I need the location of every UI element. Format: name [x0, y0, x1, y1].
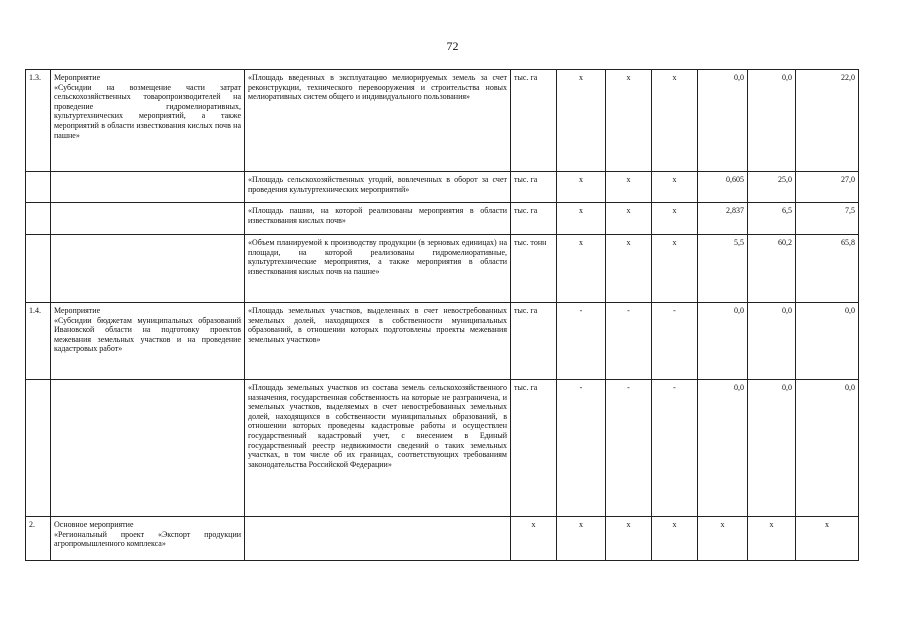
- value-cell: х: [606, 235, 652, 303]
- row-number: 1.3.: [26, 70, 51, 172]
- value-cell: 7,5: [796, 203, 859, 235]
- measure-name: «Региональный проект «Экспорт продукции агропромышленного комплекса»: [54, 529, 241, 549]
- value-cell: 0,0: [796, 303, 859, 380]
- row-number: [26, 172, 51, 203]
- value-cell: х: [748, 517, 796, 561]
- measure-name-cell: [51, 235, 245, 303]
- value-cell: х: [652, 70, 698, 172]
- measure-name-cell: [51, 303, 245, 380]
- indicator-name: «Площадь пашни, на которой реализованы мероприятия в области известкования кислых почв»: [245, 203, 511, 235]
- measure-title: Мероприятие: [54, 306, 101, 315]
- value-cell: 60,2: [748, 235, 796, 303]
- value-cell: х: [557, 172, 606, 203]
- measure-name-cell: [51, 380, 245, 517]
- indicator-name: «Площадь сельскохозяйственных угодий, вовлеченных в оборот за счет проведения культуртехнических мероприятий»: [245, 172, 511, 203]
- indicator-name: «Площадь введенных в эксплуатацию мелиорируемых земель за счет реконструкции, технического перевооружения и строительства новых мелиоративных систем общего и индивидуального пользования»: [245, 70, 511, 172]
- value-cell: -: [557, 303, 606, 380]
- value-cell: 27,0: [796, 172, 859, 203]
- unit-cell: тыс. га: [511, 303, 557, 380]
- value-cell: х: [652, 517, 698, 561]
- page-number: 72: [446, 39, 459, 53]
- unit-cell: тыс. га: [511, 70, 557, 172]
- value-cell: -: [652, 380, 698, 517]
- value-cell: х: [796, 517, 859, 561]
- value-cell: 22,0: [796, 70, 859, 172]
- value-cell: х: [652, 203, 698, 235]
- value-cell: х: [606, 70, 652, 172]
- value-cell: 65,8: [796, 235, 859, 303]
- measure-title: Мероприятие: [54, 73, 101, 82]
- value-cell: -: [606, 380, 652, 517]
- measure-name-cell: [51, 172, 245, 203]
- value-cell: 6,5: [748, 203, 796, 235]
- value-cell: х: [606, 203, 652, 235]
- value-cell: х: [557, 70, 606, 172]
- unit-cell: тыс. га: [511, 172, 557, 203]
- unit-cell: тыс. га: [511, 380, 557, 517]
- value-cell: х: [652, 172, 698, 203]
- value-cell: х: [557, 203, 606, 235]
- table-row: [26, 235, 859, 303]
- indicator-name: «Объем планируемой к производству продукции (в зерновых единицах) на площади, на которой реализованы гидромелиоративные, культуртехнические мероприятия, а также мероприятия в области известкования кислых почв на пашне»: [245, 235, 511, 303]
- measure-name-cell: [51, 203, 245, 235]
- measure-name-cell: [51, 70, 245, 172]
- row-number: 1.4.: [26, 303, 51, 380]
- unit-cell: х: [511, 517, 557, 561]
- program-indicators-table: [25, 69, 859, 561]
- unit-cell: тыс. га: [511, 203, 557, 235]
- table-row-2: [26, 517, 859, 561]
- value-cell: -: [652, 303, 698, 380]
- value-cell: -: [606, 303, 652, 380]
- value-cell: х: [557, 517, 606, 561]
- measure-title: Основное мероприятие: [54, 520, 134, 529]
- value-cell: 25,0: [748, 172, 796, 203]
- value-cell: 0,0: [748, 303, 796, 380]
- value-cell: 0,0: [698, 70, 748, 172]
- value-cell: 0,0: [698, 303, 748, 380]
- table-row-1-4: [26, 303, 859, 380]
- value-cell: 0,0: [698, 380, 748, 517]
- row-number: 2.: [26, 517, 51, 561]
- indicator-name: «Площадь земельных участков из состава земель сельскохозяйственного назначения, государственная собственность на которые не разграничена, и земельных участков, выделяемых в счет невостребованных земельных долей, находящихся в собственности муниципальных образований, в отношении которых проведены кадастровые работы и осуществлен государственный кадастровый учет, с внесением в Единый государственный реестр недвижимости сведений о таких земельных участках, в том числе об их границах, соответствующих требованиям законодательства Российской Федерации»: [245, 380, 511, 517]
- indicator-name: [245, 517, 511, 561]
- value-cell: 2,837: [698, 203, 748, 235]
- unit-cell: тыс. тонн: [511, 235, 557, 303]
- measure-name-cell: [51, 517, 245, 561]
- value-cell: х: [698, 517, 748, 561]
- indicator-name: «Площадь земельных участков, выделенных в счет невостребованных земельных долей, находящихся в собственности муниципальных образований, в отношении которых подготовлены проекты межевания земельных участков»: [245, 303, 511, 380]
- value-cell: х: [652, 235, 698, 303]
- value-cell: 0,0: [796, 380, 859, 517]
- value-cell: 0,605: [698, 172, 748, 203]
- table-row: [26, 172, 859, 203]
- table-row: [26, 380, 859, 517]
- row-number: [26, 203, 51, 235]
- value-cell: 0,0: [748, 380, 796, 517]
- value-cell: х: [606, 172, 652, 203]
- value-cell: х: [606, 517, 652, 561]
- value-cell: х: [557, 235, 606, 303]
- value-cell: 5,5: [698, 235, 748, 303]
- table-row-1-3: [26, 70, 859, 172]
- value-cell: -: [557, 380, 606, 517]
- table-row: [26, 203, 859, 235]
- row-number: [26, 235, 51, 303]
- measure-name: «Субсидии на возмещение части затрат сельскохозяйственных товаропроизводителей на проведение гидромелиоративных, культуртехнических мероприятий, а также мероприятий в области известкования кислых почв на пашне»: [54, 82, 241, 140]
- measure-name: «Субсидии бюджетам муниципальных образований Ивановской области на подготовку проектов межевания земельных участков и на проведение кадастровых работ»: [54, 315, 241, 354]
- value-cell: 0,0: [748, 70, 796, 172]
- row-number: [26, 380, 51, 517]
